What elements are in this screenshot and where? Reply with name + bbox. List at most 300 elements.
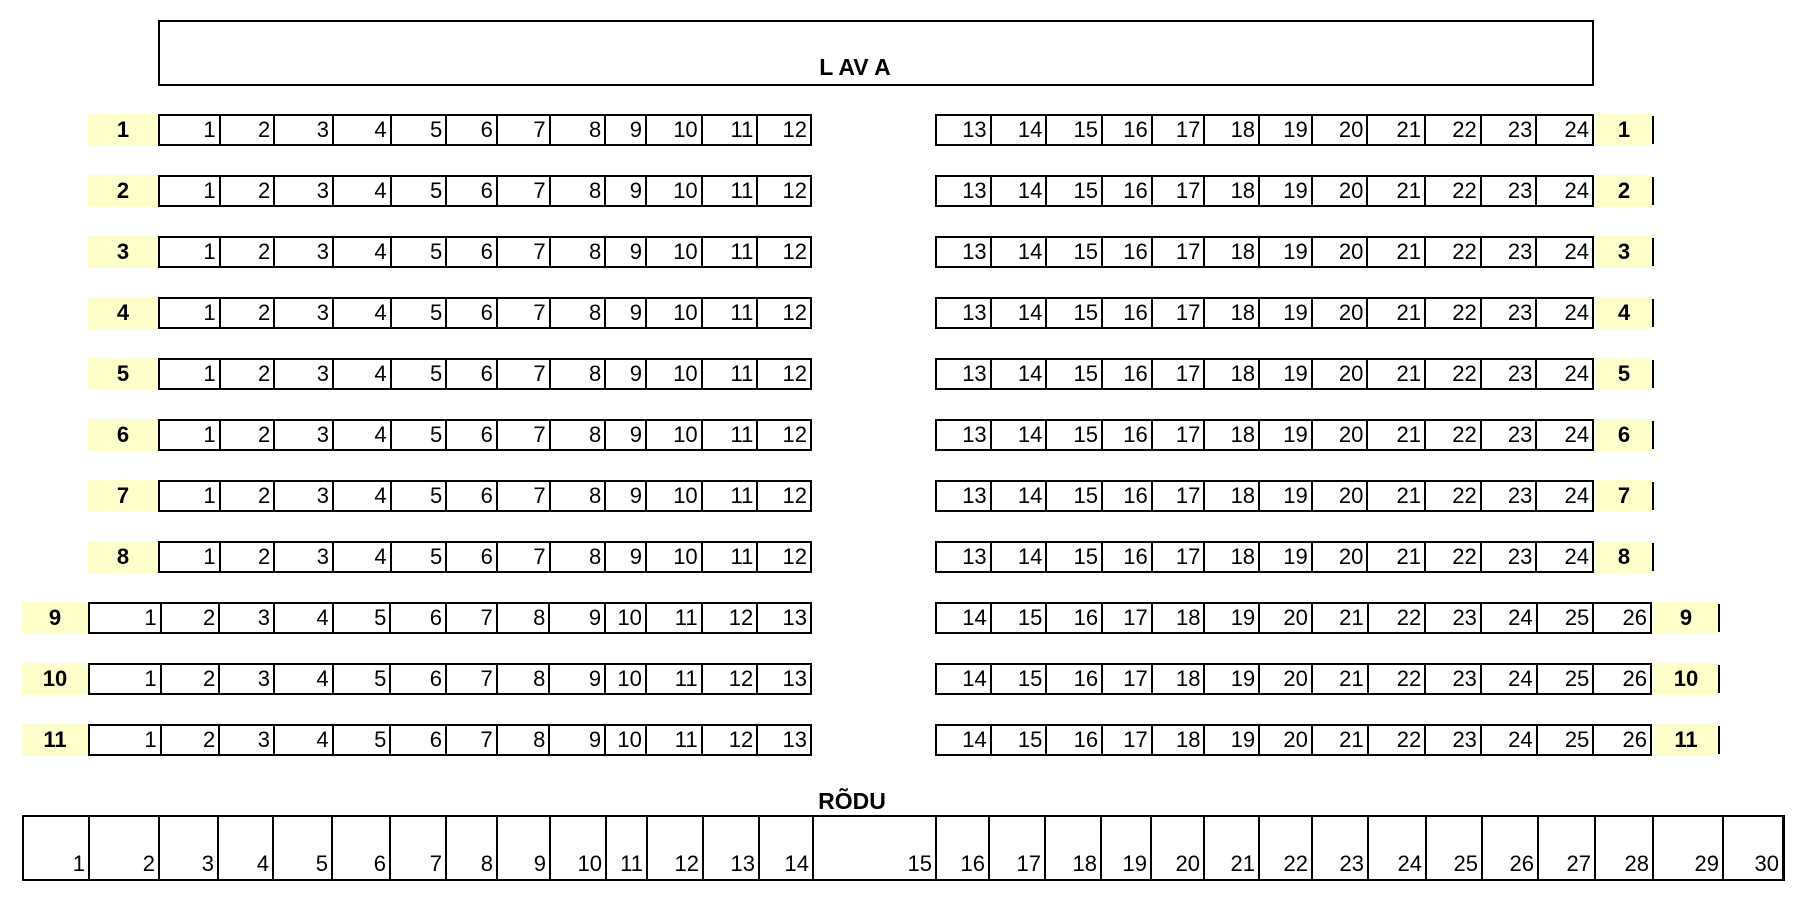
seat[interactable]: 16	[1101, 116, 1151, 144]
seat[interactable]: 20	[1311, 116, 1367, 144]
seat[interactable]: 16	[1045, 726, 1101, 754]
seat[interactable]: 11	[645, 604, 701, 632]
gallery-seat[interactable]: 10	[549, 817, 605, 879]
seat[interactable]: 18	[1151, 726, 1204, 754]
seat[interactable]: 3	[273, 543, 332, 571]
seat[interactable]: 15	[1045, 360, 1101, 388]
seat[interactable]: 4	[332, 543, 390, 571]
seat[interactable]: 14	[990, 177, 1046, 205]
seat[interactable]: 8	[496, 665, 549, 693]
seat[interactable]: 4	[332, 421, 390, 449]
gallery-seat[interactable]: 22	[1258, 817, 1311, 879]
seat[interactable]: 24	[1535, 299, 1592, 327]
seat[interactable]: 2	[160, 665, 219, 693]
seat[interactable]: 21	[1366, 177, 1424, 205]
seat[interactable]: 13	[962, 117, 987, 142]
seat[interactable]: 6	[445, 421, 496, 449]
seat[interactable]: 1	[144, 605, 157, 630]
seat[interactable]: 21	[1311, 604, 1367, 632]
seat[interactable]: 16	[1101, 482, 1151, 510]
seat[interactable]: 12	[756, 299, 810, 327]
seat[interactable]: 11	[701, 421, 757, 449]
seat[interactable]: 2	[219, 177, 274, 205]
seat[interactable]: 10	[604, 726, 645, 754]
seat[interactable]: 1	[144, 727, 157, 752]
seat[interactable]: 19	[1258, 177, 1311, 205]
seat[interactable]: 23	[1480, 238, 1536, 266]
seat[interactable]: 20	[1311, 299, 1367, 327]
seat[interactable]: 13	[962, 483, 987, 508]
seat[interactable]: 8	[549, 116, 605, 144]
seat[interactable]: 20	[1311, 482, 1367, 510]
seat[interactable]: 19	[1258, 360, 1311, 388]
seat[interactable]: 13	[962, 300, 987, 325]
seat[interactable]: 12	[756, 421, 810, 449]
seat[interactable]: 6	[389, 665, 445, 693]
seat[interactable]: 9	[548, 726, 604, 754]
seat[interactable]: 14	[990, 116, 1046, 144]
seat[interactable]: 5	[332, 665, 390, 693]
seat[interactable]: 25	[1536, 726, 1593, 754]
seat[interactable]: 22	[1424, 482, 1480, 510]
seat[interactable]: 15	[990, 665, 1046, 693]
seat[interactable]: 22	[1424, 238, 1480, 266]
seat[interactable]: 12	[756, 238, 810, 266]
seat[interactable]: 18	[1203, 543, 1258, 571]
seat[interactable]: 3	[273, 421, 332, 449]
seat[interactable]: 1	[203, 422, 216, 447]
seat[interactable]: 18	[1203, 177, 1258, 205]
seat[interactable]: 7	[496, 543, 549, 571]
seat[interactable]: 23	[1480, 421, 1536, 449]
seat[interactable]: 9	[604, 299, 645, 327]
seat[interactable]: 25	[1536, 665, 1593, 693]
seat[interactable]: 18	[1203, 360, 1258, 388]
seat[interactable]: 25	[1536, 604, 1593, 632]
seat[interactable]: 19	[1258, 116, 1311, 144]
seat[interactable]: 15	[1045, 543, 1101, 571]
seat[interactable]: 11	[645, 726, 701, 754]
seat[interactable]: 18	[1203, 421, 1258, 449]
seat[interactable]: 17	[1151, 299, 1204, 327]
seat[interactable]: 2	[160, 726, 219, 754]
seat[interactable]: 4	[332, 360, 390, 388]
seat[interactable]: 5	[390, 482, 446, 510]
seat[interactable]: 11	[701, 482, 757, 510]
seat[interactable]: 18	[1151, 665, 1204, 693]
seat[interactable]: 17	[1151, 116, 1204, 144]
seat[interactable]: 7	[496, 299, 549, 327]
seat[interactable]: 13	[962, 178, 987, 203]
seat[interactable]: 12	[756, 116, 810, 144]
seat[interactable]: 1	[203, 300, 216, 325]
seat[interactable]: 1	[203, 361, 216, 386]
seat[interactable]: 10	[645, 238, 701, 266]
seat[interactable]: 26	[1592, 665, 1650, 693]
seat[interactable]: 18	[1203, 238, 1258, 266]
seat[interactable]: 5	[390, 299, 446, 327]
seat[interactable]: 22	[1424, 177, 1480, 205]
seat[interactable]: 6	[445, 360, 496, 388]
seat[interactable]: 1	[203, 178, 216, 203]
seat[interactable]: 19	[1258, 482, 1311, 510]
gallery-seat[interactable]: 20	[1150, 817, 1203, 879]
seat[interactable]: 23	[1480, 116, 1536, 144]
seat[interactable]: 10	[645, 543, 701, 571]
seat[interactable]: 11	[701, 116, 757, 144]
seat[interactable]: 2	[219, 543, 274, 571]
seat[interactable]: 9	[604, 482, 645, 510]
seat[interactable]: 12	[701, 604, 757, 632]
seat[interactable]: 12	[756, 482, 810, 510]
seat[interactable]: 14	[962, 666, 987, 691]
gallery-seat[interactable]: 15	[812, 817, 935, 879]
seat[interactable]: 2	[219, 238, 274, 266]
gallery-seat[interactable]: 19	[1100, 817, 1150, 879]
seat[interactable]: 4	[332, 238, 390, 266]
gallery-seat[interactable]: 23	[1311, 817, 1367, 879]
seat[interactable]: 11	[701, 299, 757, 327]
seat[interactable]: 4	[332, 177, 390, 205]
seat[interactable]: 23	[1424, 726, 1480, 754]
seat[interactable]: 7	[496, 238, 549, 266]
seat[interactable]: 22	[1424, 116, 1480, 144]
seat[interactable]: 15	[1045, 299, 1101, 327]
seat[interactable]: 24	[1535, 177, 1592, 205]
seat[interactable]: 19	[1258, 421, 1311, 449]
seat[interactable]: 2	[219, 482, 274, 510]
seat[interactable]: 14	[990, 238, 1046, 266]
seat[interactable]: 3	[273, 299, 332, 327]
gallery-seat[interactable]: 26	[1481, 817, 1537, 879]
seat[interactable]: 17	[1151, 177, 1204, 205]
seat[interactable]: 3	[273, 116, 332, 144]
gallery-seat[interactable]: 3	[158, 817, 217, 879]
seat[interactable]: 17	[1101, 604, 1151, 632]
seat[interactable]: 19	[1203, 604, 1258, 632]
seat[interactable]: 6	[445, 543, 496, 571]
seat[interactable]: 21	[1366, 299, 1424, 327]
seat[interactable]: 10	[645, 360, 701, 388]
seat[interactable]: 19	[1258, 543, 1311, 571]
seat[interactable]: 9	[604, 238, 645, 266]
seat[interactable]: 7	[496, 360, 549, 388]
gallery-seat[interactable]: 29	[1652, 817, 1722, 879]
seat[interactable]: 5	[390, 360, 446, 388]
seat[interactable]: 20	[1258, 665, 1311, 693]
seat[interactable]: 8	[549, 299, 605, 327]
seat[interactable]: 3	[218, 604, 273, 632]
seat[interactable]: 11	[645, 665, 701, 693]
seat[interactable]: 4	[332, 116, 390, 144]
seat[interactable]: 18	[1203, 299, 1258, 327]
seat[interactable]: 20	[1311, 360, 1367, 388]
seat[interactable]: 8	[549, 482, 605, 510]
seat[interactable]: 3	[273, 360, 332, 388]
seat[interactable]: 22	[1424, 421, 1480, 449]
seat[interactable]: 20	[1311, 543, 1367, 571]
seat[interactable]: 15	[990, 604, 1046, 632]
seat[interactable]: 4	[273, 726, 332, 754]
seat[interactable]: 6	[389, 604, 445, 632]
seat[interactable]: 23	[1480, 482, 1536, 510]
seat[interactable]: 10	[645, 482, 701, 510]
seat[interactable]: 24	[1535, 116, 1592, 144]
seat[interactable]: 3	[273, 177, 332, 205]
seat[interactable]: 5	[332, 604, 390, 632]
seat[interactable]: 14	[990, 543, 1046, 571]
seat[interactable]: 2	[160, 604, 219, 632]
seat[interactable]: 12	[756, 543, 810, 571]
seat[interactable]: 8	[496, 604, 549, 632]
seat[interactable]: 24	[1535, 238, 1592, 266]
seat[interactable]: 26	[1592, 726, 1650, 754]
seat[interactable]: 16	[1101, 421, 1151, 449]
seat[interactable]: 10	[645, 177, 701, 205]
seat[interactable]: 22	[1367, 665, 1425, 693]
seat[interactable]: 7	[496, 177, 549, 205]
seat[interactable]: 10	[604, 604, 645, 632]
seat[interactable]: 3	[218, 665, 273, 693]
seat[interactable]: 6	[389, 726, 445, 754]
seat[interactable]: 3	[273, 238, 332, 266]
seat[interactable]: 26	[1592, 604, 1650, 632]
seat[interactable]: 6	[445, 238, 496, 266]
seat[interactable]: 7	[445, 726, 496, 754]
gallery-seat[interactable]: 5	[272, 817, 331, 879]
seat[interactable]: 17	[1101, 726, 1151, 754]
seat[interactable]: 13	[962, 239, 987, 264]
seat[interactable]: 8	[496, 726, 549, 754]
seat[interactable]: 10	[604, 665, 645, 693]
seat[interactable]: 23	[1424, 665, 1480, 693]
seat[interactable]: 20	[1311, 177, 1367, 205]
seat[interactable]: 12	[701, 726, 757, 754]
seat[interactable]: 1	[203, 117, 216, 142]
seat[interactable]: 16	[1101, 299, 1151, 327]
seat[interactable]: 24	[1535, 360, 1592, 388]
gallery-seat[interactable]: 18	[1044, 817, 1100, 879]
seat[interactable]: 4	[332, 482, 390, 510]
seat[interactable]: 21	[1366, 421, 1424, 449]
seat[interactable]: 24	[1535, 421, 1592, 449]
seat[interactable]: 20	[1311, 421, 1367, 449]
gallery-seat[interactable]: 16	[935, 817, 988, 879]
seat[interactable]: 5	[390, 238, 446, 266]
seat[interactable]: 6	[445, 116, 496, 144]
gallery-seat[interactable]: 8	[445, 817, 496, 879]
seat[interactable]: 9	[548, 604, 604, 632]
gallery-seat[interactable]: 2	[88, 817, 158, 879]
seat[interactable]: 19	[1203, 665, 1258, 693]
gallery-seat[interactable]: 1	[72, 851, 85, 876]
seat[interactable]: 21	[1311, 726, 1367, 754]
seat[interactable]: 13	[962, 544, 987, 569]
seat[interactable]: 15	[1045, 421, 1101, 449]
seat[interactable]: 14	[990, 299, 1046, 327]
seat[interactable]: 1	[203, 544, 216, 569]
seat[interactable]: 23	[1424, 604, 1480, 632]
seat[interactable]: 13	[962, 422, 987, 447]
seat[interactable]: 24	[1535, 482, 1592, 510]
seat[interactable]: 3	[218, 726, 273, 754]
seat[interactable]: 21	[1311, 665, 1367, 693]
seat[interactable]: 16	[1101, 238, 1151, 266]
gallery-seat[interactable]: 11	[605, 817, 646, 879]
seat[interactable]: 11	[701, 543, 757, 571]
seat[interactable]: 7	[496, 421, 549, 449]
seat[interactable]: 18	[1151, 604, 1204, 632]
seat[interactable]: 24	[1480, 604, 1536, 632]
seat[interactable]: 15	[1045, 482, 1101, 510]
seat[interactable]: 7	[496, 482, 549, 510]
seat[interactable]: 17	[1151, 238, 1204, 266]
seat[interactable]: 17	[1151, 360, 1204, 388]
gallery-seat[interactable]: 17	[988, 817, 1044, 879]
seat[interactable]: 13	[756, 604, 810, 632]
gallery-seat[interactable]: 14	[758, 817, 812, 879]
gallery-seat[interactable]: 9	[496, 817, 549, 879]
seat[interactable]: 16	[1045, 604, 1101, 632]
seat[interactable]: 17	[1151, 421, 1204, 449]
seat[interactable]: 17	[1101, 665, 1151, 693]
seat[interactable]: 16	[1101, 177, 1151, 205]
seat[interactable]: 17	[1151, 543, 1204, 571]
seat[interactable]: 24	[1480, 726, 1536, 754]
seat[interactable]: 21	[1366, 482, 1424, 510]
seat[interactable]: 11	[701, 177, 757, 205]
seat[interactable]: 5	[390, 116, 446, 144]
seat[interactable]: 23	[1480, 299, 1536, 327]
seat[interactable]: 20	[1258, 604, 1311, 632]
seat[interactable]: 8	[549, 543, 605, 571]
seat[interactable]: 9	[604, 421, 645, 449]
seat[interactable]: 5	[332, 726, 390, 754]
seat[interactable]: 8	[549, 360, 605, 388]
seat[interactable]: 22	[1424, 543, 1480, 571]
seat[interactable]: 1	[144, 666, 157, 691]
seat[interactable]: 12	[756, 177, 810, 205]
seat[interactable]: 5	[390, 177, 446, 205]
seat[interactable]: 18	[1203, 116, 1258, 144]
seat[interactable]: 19	[1258, 299, 1311, 327]
seat[interactable]: 22	[1424, 360, 1480, 388]
seat[interactable]: 15	[1045, 177, 1101, 205]
seat[interactable]: 14	[962, 727, 987, 752]
seat[interactable]: 3	[273, 482, 332, 510]
seat[interactable]: 24	[1535, 543, 1592, 571]
gallery-seat[interactable]: 24	[1367, 817, 1425, 879]
seat[interactable]: 13	[756, 726, 810, 754]
seat[interactable]: 11	[701, 360, 757, 388]
seat[interactable]: 23	[1480, 360, 1536, 388]
seat[interactable]: 2	[219, 360, 274, 388]
seat[interactable]: 6	[445, 299, 496, 327]
seat[interactable]: 8	[549, 238, 605, 266]
seat[interactable]: 10	[645, 421, 701, 449]
seat[interactable]: 21	[1366, 238, 1424, 266]
seat[interactable]: 5	[390, 421, 446, 449]
seat[interactable]: 13	[962, 361, 987, 386]
seat[interactable]: 23	[1480, 177, 1536, 205]
seat[interactable]: 9	[604, 116, 645, 144]
seat[interactable]: 8	[549, 421, 605, 449]
seat[interactable]: 15	[1045, 116, 1101, 144]
seat[interactable]: 19	[1203, 726, 1258, 754]
seat[interactable]: 1	[203, 239, 216, 264]
seat[interactable]: 9	[604, 177, 645, 205]
seat[interactable]: 22	[1367, 604, 1425, 632]
seat[interactable]: 16	[1101, 360, 1151, 388]
seat[interactable]: 24	[1480, 665, 1536, 693]
seat[interactable]: 15	[990, 726, 1046, 754]
seat[interactable]: 18	[1203, 482, 1258, 510]
seat[interactable]: 12	[701, 665, 757, 693]
seat[interactable]: 10	[645, 116, 701, 144]
seat[interactable]: 5	[390, 543, 446, 571]
gallery-seat[interactable]: 25	[1425, 817, 1481, 879]
seat[interactable]: 2	[219, 421, 274, 449]
gallery-seat[interactable]: 13	[702, 817, 758, 879]
seat[interactable]: 2	[219, 116, 274, 144]
seat[interactable]: 9	[548, 665, 604, 693]
gallery-seat[interactable]: 4	[217, 817, 272, 879]
seat[interactable]: 16	[1101, 543, 1151, 571]
gallery-seat[interactable]: 7	[389, 817, 445, 879]
gallery-seat[interactable]: 12	[646, 817, 702, 879]
seat[interactable]: 20	[1311, 238, 1367, 266]
seat[interactable]: 4	[332, 299, 390, 327]
seat[interactable]: 7	[445, 665, 496, 693]
seat[interactable]: 11	[701, 238, 757, 266]
seat[interactable]: 23	[1480, 543, 1536, 571]
gallery-seat[interactable]: 28	[1594, 817, 1652, 879]
seat[interactable]: 7	[496, 116, 549, 144]
seat[interactable]: 14	[962, 605, 987, 630]
gallery-seat[interactable]: 21	[1203, 817, 1258, 879]
seat[interactable]: 14	[990, 421, 1046, 449]
seat[interactable]: 6	[445, 482, 496, 510]
seat[interactable]: 21	[1366, 360, 1424, 388]
seat[interactable]: 15	[1045, 238, 1101, 266]
seat[interactable]: 16	[1045, 665, 1101, 693]
seat[interactable]: 21	[1366, 543, 1424, 571]
seat[interactable]: 19	[1258, 238, 1311, 266]
seat[interactable]: 14	[990, 482, 1046, 510]
seat[interactable]: 9	[604, 360, 645, 388]
seat[interactable]: 4	[273, 604, 332, 632]
seat[interactable]: 4	[273, 665, 332, 693]
seat[interactable]: 2	[219, 299, 274, 327]
seat[interactable]: 13	[756, 665, 810, 693]
gallery-seat[interactable]: 6	[331, 817, 389, 879]
seat[interactable]: 8	[549, 177, 605, 205]
seat[interactable]: 22	[1424, 299, 1480, 327]
gallery-seat[interactable]: 27	[1537, 817, 1594, 879]
seat[interactable]: 21	[1366, 116, 1424, 144]
seat[interactable]: 9	[604, 543, 645, 571]
seat[interactable]: 10	[645, 299, 701, 327]
seat[interactable]: 17	[1151, 482, 1204, 510]
seat[interactable]: 22	[1367, 726, 1425, 754]
seat[interactable]: 12	[756, 360, 810, 388]
seat[interactable]: 20	[1258, 726, 1311, 754]
gallery-seat[interactable]: 30	[1722, 817, 1782, 879]
seat[interactable]: 1	[203, 483, 216, 508]
seat[interactable]: 7	[445, 604, 496, 632]
seat[interactable]: 14	[990, 360, 1046, 388]
seat[interactable]: 6	[445, 177, 496, 205]
